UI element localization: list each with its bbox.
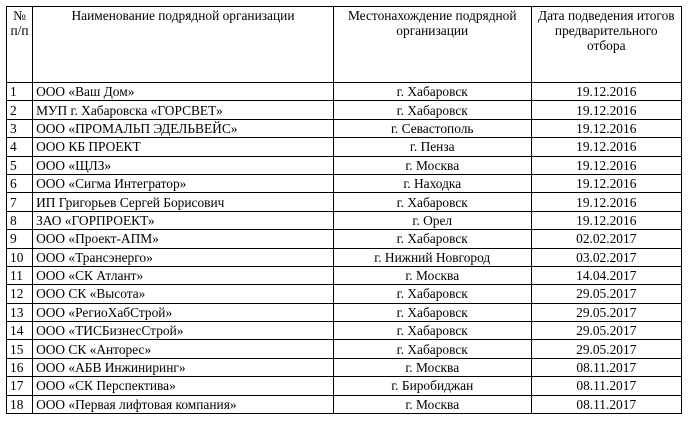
organization-location: г. Севастополь — [333, 119, 531, 137]
organization-location: г. Нижний Новгород — [333, 248, 531, 266]
organization-name: ООО «Первая лифтовая компания» — [33, 395, 334, 413]
row-number: 3 — [7, 119, 33, 137]
table-row — [7, 322, 682, 340]
table-row — [7, 174, 682, 192]
table-body — [7, 83, 682, 414]
organization-location: г. Москва — [333, 156, 531, 174]
row-number: 6 — [7, 174, 33, 192]
organization-location: г. Орел — [333, 211, 531, 229]
row-number: 14 — [7, 322, 33, 340]
table-row — [7, 83, 682, 101]
selection-date: 19.12.2016 — [531, 119, 681, 137]
header-date: Дата подведения итогов предварительного отбора — [531, 7, 681, 83]
header-num: № п/п — [7, 7, 33, 83]
selection-date: 08.11.2017 — [531, 377, 681, 395]
table-row — [7, 340, 682, 358]
row-number: 5 — [7, 156, 33, 174]
organization-name: ООО «СК Перспектива» — [33, 377, 334, 395]
table-row — [7, 395, 682, 413]
table-row — [7, 138, 682, 156]
selection-date: 19.12.2016 — [531, 156, 681, 174]
table-row — [7, 101, 682, 119]
selection-date: 02.02.2017 — [531, 230, 681, 248]
selection-date: 19.12.2016 — [531, 101, 681, 119]
header-name: Наименование подрядной организации — [33, 7, 334, 83]
organization-name: ООО «Трансэнерго» — [33, 248, 334, 266]
organization-location: г. Биробиджан — [333, 377, 531, 395]
contractors-table — [6, 6, 682, 414]
organization-location: г. Хабаровск — [333, 285, 531, 303]
organization-name: ООО «Проект-АПМ» — [33, 230, 334, 248]
table-row — [7, 285, 682, 303]
table-row — [7, 358, 682, 376]
row-number: 16 — [7, 358, 33, 376]
organization-name: ООО СК «Анторес» — [33, 340, 334, 358]
organization-location: г. Хабаровск — [333, 322, 531, 340]
selection-date: 19.12.2016 — [531, 193, 681, 211]
organization-name: ООО «ТИСБизнесСтрой» — [33, 322, 334, 340]
selection-date: 29.05.2017 — [531, 303, 681, 321]
table-row — [7, 211, 682, 229]
selection-date: 08.11.2017 — [531, 395, 681, 413]
selection-date: 08.11.2017 — [531, 358, 681, 376]
row-number: 8 — [7, 211, 33, 229]
organization-location: г. Пенза — [333, 138, 531, 156]
table-row — [7, 156, 682, 174]
header-location: Местонахождение подрядной организации — [333, 7, 531, 83]
organization-location: г. Москва — [333, 266, 531, 284]
organization-name: ООО «ПРОМАЛЬП ЭДЕЛЬВЕЙС» — [33, 119, 334, 137]
table-row — [7, 193, 682, 211]
selection-date: 29.05.2017 — [531, 322, 681, 340]
selection-date: 14.04.2017 — [531, 266, 681, 284]
row-number: 9 — [7, 230, 33, 248]
selection-date: 29.05.2017 — [531, 285, 681, 303]
selection-date: 29.05.2017 — [531, 340, 681, 358]
table-row — [7, 230, 682, 248]
organization-name: ООО «СК Атлант» — [33, 266, 334, 284]
row-number: 7 — [7, 193, 33, 211]
row-number: 1 — [7, 83, 33, 101]
selection-date: 03.02.2017 — [531, 248, 681, 266]
row-number: 4 — [7, 138, 33, 156]
table-row — [7, 248, 682, 266]
selection-date: 19.12.2016 — [531, 211, 681, 229]
table-header-row — [7, 7, 682, 83]
organization-name: ООО КБ ПРОЕКТ — [33, 138, 334, 156]
organization-name: ООО «Ваш Дом» — [33, 83, 334, 101]
selection-date: 19.12.2016 — [531, 174, 681, 192]
row-number: 17 — [7, 377, 33, 395]
organization-location: г. Москва — [333, 395, 531, 413]
organization-location: г. Хабаровск — [333, 303, 531, 321]
table-row — [7, 377, 682, 395]
organization-name: ЗАО «ГОРПРОЕКТ» — [33, 211, 334, 229]
selection-date: 19.12.2016 — [531, 138, 681, 156]
row-number: 15 — [7, 340, 33, 358]
table-row — [7, 266, 682, 284]
organization-location: г. Хабаровск — [333, 83, 531, 101]
organization-location: г. Хабаровск — [333, 101, 531, 119]
row-number: 12 — [7, 285, 33, 303]
organization-name: ИП Григорьев Сергей Борисович — [33, 193, 334, 211]
organization-location: г. Находка — [333, 174, 531, 192]
row-number: 10 — [7, 248, 33, 266]
table-row — [7, 119, 682, 137]
table-row — [7, 303, 682, 321]
row-number: 18 — [7, 395, 33, 413]
organization-name: ООО «ЩЛЗ» — [33, 156, 334, 174]
organization-name: ООО «Сигма Интегратор» — [33, 174, 334, 192]
document — [6, 6, 682, 414]
selection-date: 19.12.2016 — [531, 83, 681, 101]
organization-location: г. Москва — [333, 358, 531, 376]
organization-location: г. Хабаровск — [333, 230, 531, 248]
row-number: 13 — [7, 303, 33, 321]
organization-name: МУП г. Хабаровска «ГОРСВЕТ» — [33, 101, 334, 119]
organization-location: г. Хабаровск — [333, 340, 531, 358]
row-number: 11 — [7, 266, 33, 284]
organization-location: г. Хабаровск — [333, 193, 531, 211]
organization-name: ООО «АБВ Инжиниринг» — [33, 358, 334, 376]
organization-name: ООО «РегиоХабСтрой» — [33, 303, 334, 321]
row-number: 2 — [7, 101, 33, 119]
organization-name: ООО СК «Высота» — [33, 285, 334, 303]
